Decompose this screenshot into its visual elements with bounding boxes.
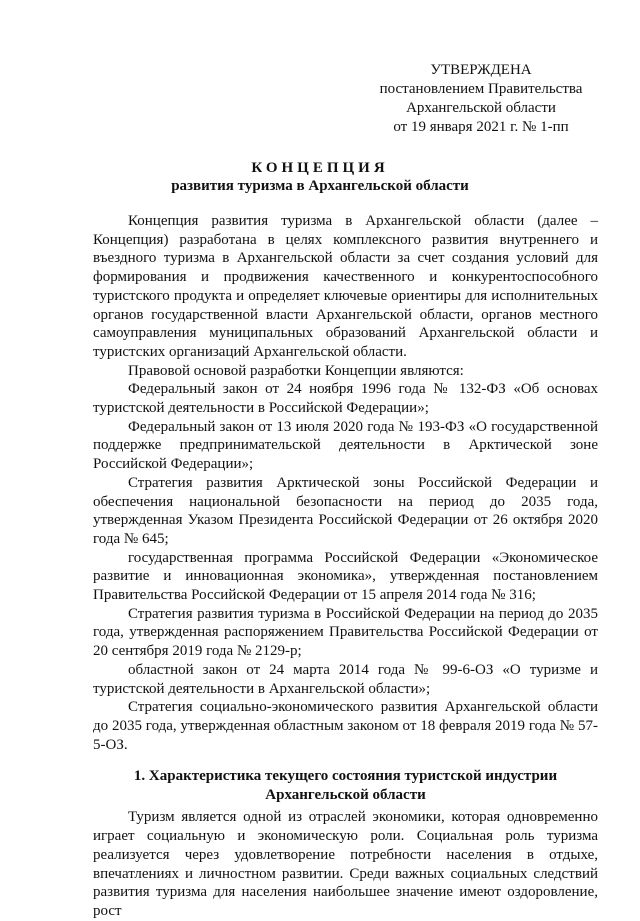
- section-1-heading-line2: Архангельской области: [265, 787, 426, 804]
- section-1-heading-line1: 1. Характеристика текущего состояния туристской индустрии: [133, 768, 558, 785]
- title-concept: КОНЦЕПЦИЯ: [251, 160, 389, 176]
- list-item-regional-law: областной закон от 24 марта 2014 года № 99-6-ОЗ «О туризме и туристской деятельности в Архангельской области»;: [93, 661, 598, 697]
- document-body: [93, 212, 598, 921]
- list-item-law-132: Федеральный закон от 24 ноября 1996 года № 132-ФЗ «Об основах туристской деятельности в Российской Федерации»;: [93, 381, 598, 417]
- section-1-paragraph: Туризм является одной из отраслей экономики, которая одновременно играет социальную и экономическую роли. Социальная роль туризма реализуется через удовлетворение потребности населения в отдыхе, впечатлениях и личностном развитии. Среди важных социальных следствий развития туризма для населения наибольшее значение имеют оздоровление, рост: [93, 809, 598, 919]
- approval-line-date: от 19 января 2021 г. № 1-пп: [393, 119, 569, 135]
- paragraph-legal-basis: Правовой основой разработки Концепции являются:: [128, 362, 464, 379]
- approval-line-resolution: постановлением Правительства: [379, 81, 583, 97]
- list-item-regional-strategy: Стратегия социально-экономического развития Архангельской области до 2035 года, утвержденная областным законом от 18 февраля 2019 года № 57-5-ОЗ.: [93, 699, 598, 753]
- section-1-heading: [93, 767, 598, 805]
- approval-line-approved: УТВЕРЖДЕНА: [430, 62, 532, 78]
- paragraph-intro: Концепция развития туризма в Архангельской области (далее – Концепция) разработана в целях комплексного развития внутреннего и въездного туризма в Архангельской области за счет создания условий для формирования и продвижения качественного и конкурентоспособного туристского продукта и определяет ключевые ориентиры для исполнительных органов государственной власти Архангельской области, органов местного самоуправления муниципальных образований Архангельской области и туристских организаций Архангельской области.: [93, 213, 598, 360]
- list-item-tourism-strategy: Стратегия развития туризма в Российской Федерации на период до 2035 года, утвержденная распоряжением Правительства Российской Федерации от 20 сентября 2019 года № 2129-р;: [93, 605, 598, 660]
- document-title: [0, 159, 640, 195]
- list-item-state-program: государственная программа Российской Федерации «Экономическое развитие и инновационная экономика», утвержденная постановлением Правительства Российской Федерации от 15 апреля 2014 года № 316;: [93, 549, 598, 604]
- list-item-law-193: Федеральный закон от 13 июля 2020 года № 193-ФЗ «О государственной поддержке предпринимательской деятельности в Арктической зоне Российской Федерации»;: [93, 418, 598, 473]
- approval-stamp: [372, 61, 590, 137]
- list-item-arctic-strategy: Стратегия развития Арктической зоны Российской Федерации и обеспечения национальной безопасности на период до 2035 года, утвержденная Указом Президента Российской Федерации от 26 октября 2020 года № 645;: [93, 474, 598, 547]
- approval-line-region: Архангельской области: [406, 100, 556, 116]
- title-subject: развития туризма в Архангельской области: [171, 178, 469, 194]
